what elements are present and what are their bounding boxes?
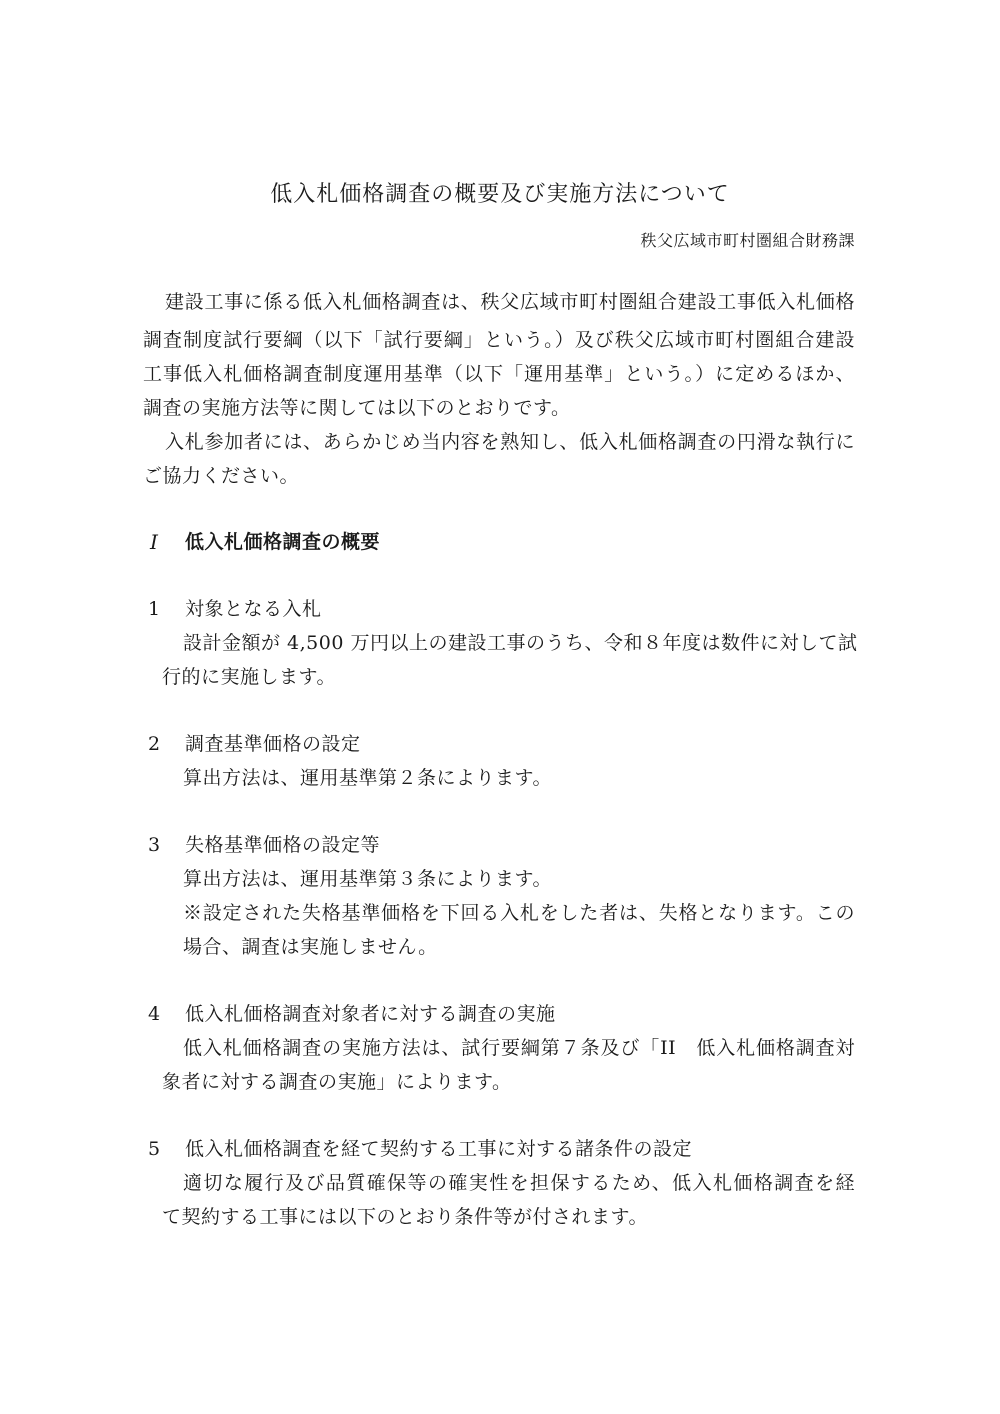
- item-note-line: ※設定された失格基準価格を下回る入札をした者は、失格となります。この: [183, 902, 855, 924]
- page-title: 低入札価格調査の概要及び実施方法について: [270, 182, 730, 207]
- item-heading: 調査基準価格の設定: [185, 733, 361, 755]
- intro-line: 工事低入札価格調査制度運用基準（以下「運用基準」という。）に定めるほか、: [143, 363, 855, 385]
- item-number: 5: [148, 1138, 161, 1160]
- item-body-line: 行的に実施します。: [162, 666, 336, 688]
- item-number: 3: [148, 834, 161, 856]
- section-numeral: I: [150, 530, 158, 554]
- intro-line: 入札参加者には、あらかじめ当内容を熟知し、低入札価格調査の円滑な執行に: [165, 431, 855, 453]
- item-heading: 対象となる入札: [185, 598, 322, 620]
- item-body-line: 設計金額が 4,500 万円以上の建設工事のうち、令和８年度は数件に対して試: [183, 632, 858, 654]
- item-heading: 低入札価格調査を経て契約する工事に対する諸条件の設定: [185, 1138, 693, 1160]
- item-body-line: て契約する工事には以下のとおり条件等が付されます。: [162, 1206, 648, 1228]
- item-number: 4: [148, 1003, 161, 1025]
- item-body-line: 象者に対する調査の実施」によります。: [162, 1071, 512, 1093]
- item-body-line: 低入札価格調査の実施方法は、試行要綱第７条及び「II 低入札価格調査対: [183, 1037, 855, 1059]
- intro-line: 調査制度試行要綱（以下「試行要綱」という。）及び秩父広域市町村圏組合建設: [143, 329, 855, 351]
- item-heading: 低入札価格調査対象者に対する調査の実施: [185, 1003, 556, 1025]
- department-name: 秩父広域市町村圏組合財務課: [640, 231, 855, 250]
- item-body-line: 算出方法は、運用基準第２条によります。: [183, 767, 552, 789]
- item-heading: 失格基準価格の設定等: [185, 834, 381, 856]
- intro-line: ご協力ください。: [143, 465, 300, 487]
- intro-line: 建設工事に係る低入札価格調査は、秩父広域市町村圏組合建設工事低入札価格: [165, 291, 855, 313]
- item-body-line: 適切な履行及び品質確保等の確実性を担保するため、低入札価格調査を経: [183, 1172, 855, 1194]
- item-number: 1: [148, 598, 161, 620]
- item-body-line: 算出方法は、運用基準第３条によります。: [183, 868, 552, 890]
- section-heading: 低入札価格調査の概要: [185, 531, 381, 553]
- item-note-line: 場合、調査は実施しません。: [183, 936, 438, 958]
- item-number: 2: [148, 733, 161, 755]
- intro-line: 調査の実施方法等に関しては以下のとおりです。: [143, 397, 571, 419]
